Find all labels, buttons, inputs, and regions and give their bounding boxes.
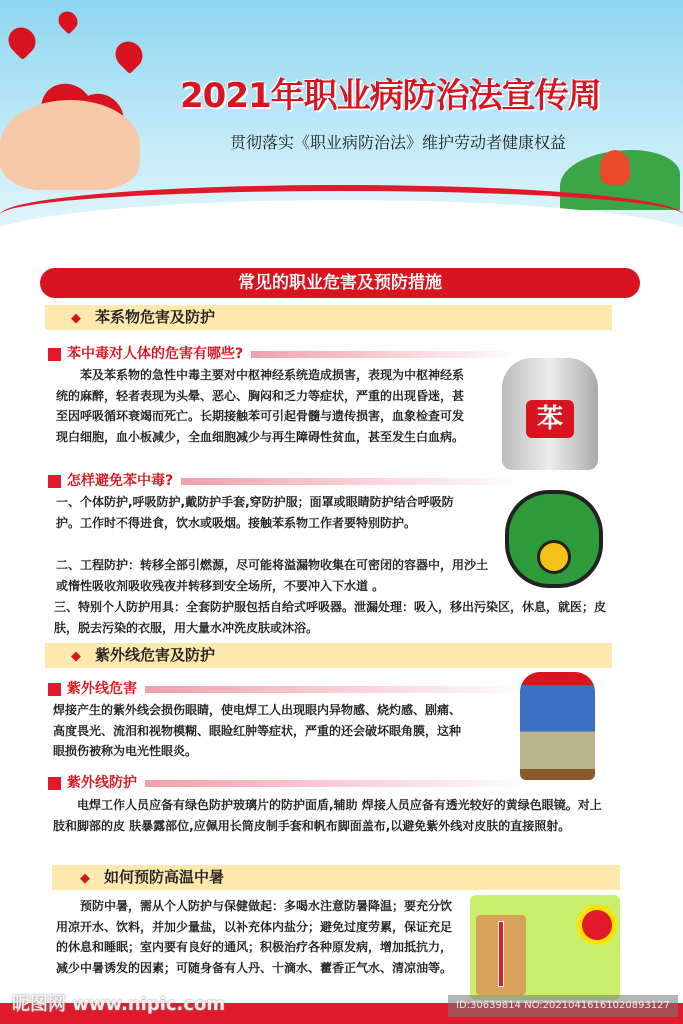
subheading — [48, 345, 518, 363]
watermark-id: ID:30639814 NO:20210416161020893127 — [448, 995, 678, 1017]
tank-label: 苯 — [526, 400, 574, 438]
watermark-site: 昵图网 www.nipic.com — [12, 994, 226, 1015]
section-banner: 常见的职业危害及预防措施 — [40, 268, 640, 298]
square-bullet-icon — [48, 777, 61, 790]
section-title: 如何预防高温中暑 — [104, 868, 225, 886]
square-bullet-icon — [48, 348, 61, 361]
section-header-benzene — [45, 305, 612, 330]
diamond-icon: ◆ — [71, 649, 81, 664]
paragraph: 三、特别个人防护用具：全套防护服包括自给式呼吸器。泄漏处理：吸入，移出污染区，休息，就医；皮肤，脱去污染的衣服，用大量水冲洗皮肤或沐浴。 — [54, 600, 607, 635]
decor-bar — [181, 478, 518, 485]
paragraph: 预防中暑，需从个人防护与保健做起：多喝水注意防暑降温；要充分饮用凉开水、饮料，并加少量盐，以补充体内盐分；避免过度劳累，保证充足的休息和睡眠；室内要有良好的通风；积极治疗各种原发病，增加抵抗力，减少中暑诱发的因素；可随身备有人丹、十滴水、藿香正气水、清凉油等。 — [56, 899, 453, 975]
hands-illustration — [0, 100, 140, 190]
section-title: 紫外线危害及防护 — [95, 646, 216, 664]
paragraph: 焊接产生的紫外线会损伤眼睛，使电焊工人出现眼内异物感、烧灼感、剧痛、高度畏光、流泪和视物模糊、眼睑红肿等症状，严重的还会破坏眼角膜，这种眼损伤被称为电光性眼炎。 — [53, 703, 462, 758]
page-title: 2021年职业病防治法宣传周 — [180, 76, 601, 116]
page-subtitle: 贯彻落实《职业病防治法》维护劳动者健康权益 — [230, 133, 567, 152]
paragraph: 电焊工作人员应备有绿色防护玻璃片的防护面盾,辅助 焊接人员应备有透光较好的黄绿色眼镜。对上肢和脚部的皮 肤暴露部位,应佩用长筒皮制手套和帆布脚面盖布,以避免紫外线对皮肤的直接照射。 — [53, 798, 602, 833]
subheading — [48, 680, 528, 698]
decor-bar — [145, 780, 528, 787]
subheading — [48, 472, 518, 490]
diamond-icon: ◆ — [80, 871, 90, 886]
subheading-text: 怎样避免苯中毒? — [67, 473, 174, 489]
square-bullet-icon — [48, 683, 61, 696]
decor-bar — [145, 686, 528, 693]
diamond-icon: ◆ — [71, 311, 81, 326]
paragraph: 二、工程防护：转移全部引燃源，尽可能将溢漏物收集在可密闭的容器中，用沙土或惰性吸收剂吸收残夜并转移到安全场所，不要冲入下水道 。 — [56, 558, 489, 593]
heatstroke-illustration — [470, 895, 620, 1000]
paragraph: 一、个体防护,呼吸防护,戴防护手套,穿防护服；面罩或眼睛防护结合呼吸防护。工作时不得进食，饮水或吸烟。接触苯系物工作者要特别防护。 — [56, 495, 454, 530]
subheading-text: 紫外线防护 — [67, 775, 137, 791]
gas-mask-illustration — [505, 490, 603, 588]
section-header-heatstroke — [52, 865, 620, 890]
subheading-text: 苯中毒对人体的危害有哪些? — [67, 346, 244, 362]
subheading-text: 紫外线危害 — [67, 681, 137, 697]
welder-illustration — [520, 672, 595, 780]
gas-tank-illustration — [502, 358, 598, 470]
decor-bar — [251, 351, 518, 358]
paragraph: 苯及苯系物的急性中毒主要对中枢神经系统造成损害，表现为中枢神经系统的麻醉，轻者表现为头晕、恶心、胸闷和乏力等症状，严重的出现昏迷，甚至因呼吸循环衰竭而死亡。长期接触苯可引起骨髓与遗传损害，血象检查可发现白细胞，血小板减少，全血细胞减少与再生障碍性贫血，甚至发生白血病。 — [56, 368, 465, 444]
section-header-uv — [45, 643, 612, 668]
tulip-illustration — [600, 150, 630, 185]
section-title: 苯系物危害及防护 — [95, 308, 216, 326]
subheading — [48, 774, 528, 792]
square-bullet-icon — [48, 475, 61, 488]
